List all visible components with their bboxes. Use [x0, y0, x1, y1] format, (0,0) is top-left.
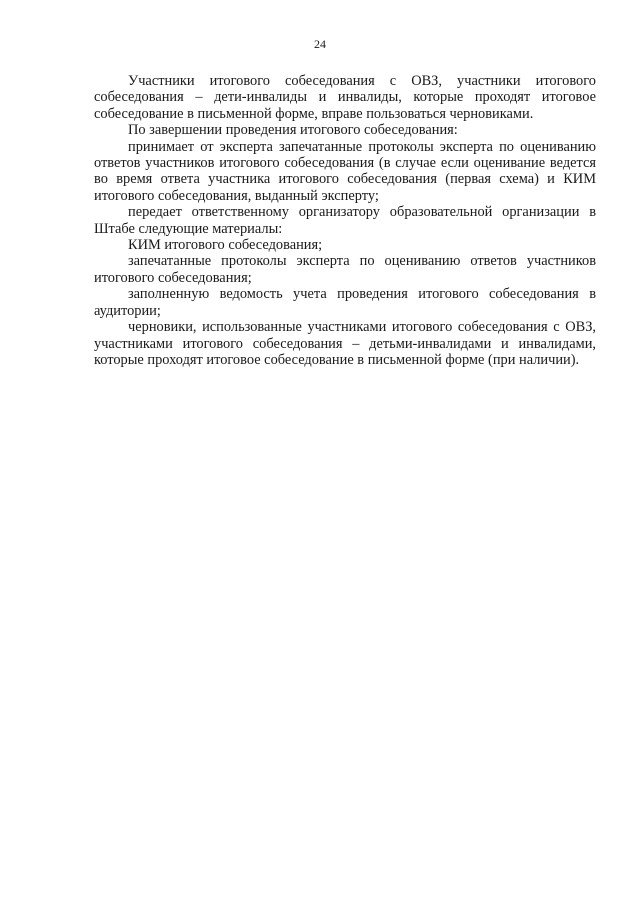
- list-item-sealed-protocols: запечатанные протоколы эксперта по оцениванию ответов участников итогового собеседования;: [94, 253, 596, 286]
- paragraph-receives-protocols: принимает от эксперта запечатанные протоколы эксперта по оцениванию ответов участников итогового собеседования (в случае если оценивание ведется во время ответа участника итогового собеседования (первая схема) и КИМ итогового собеседования, выданный эксперту;: [94, 138, 596, 204]
- list-item-kim: КИМ итогового собеседования;: [128, 237, 323, 254]
- paragraph-drafts-permission: Участники итогового собеседования с ОВЗ, участники итогового собеседования – дети-инвалиды и инвалиды, которые проходят итоговое собеседование в письменной форме, вправе пользоваться черновиками.: [94, 73, 596, 122]
- list-item-drafts: черновики, использованные участниками итогового собеседования с ОВЗ, участниками итогового собеседования – детьми-инвалидами и инвалидами, которые проходят итоговое собеседование в письменной форме (при наличии).: [94, 319, 596, 368]
- paragraph-upon-completion: По завершении проведения итогового собеседования:: [128, 122, 458, 139]
- page-number: 24: [314, 37, 326, 51]
- paragraph-transfers-materials: передает ответственному организатору образовательной организации в Штабе следующие материалы:: [94, 204, 596, 237]
- list-item-attendance-sheet: заполненную ведомость учета проведения итогового собеседования в аудитории;: [94, 286, 596, 319]
- document-body: [94, 73, 596, 368]
